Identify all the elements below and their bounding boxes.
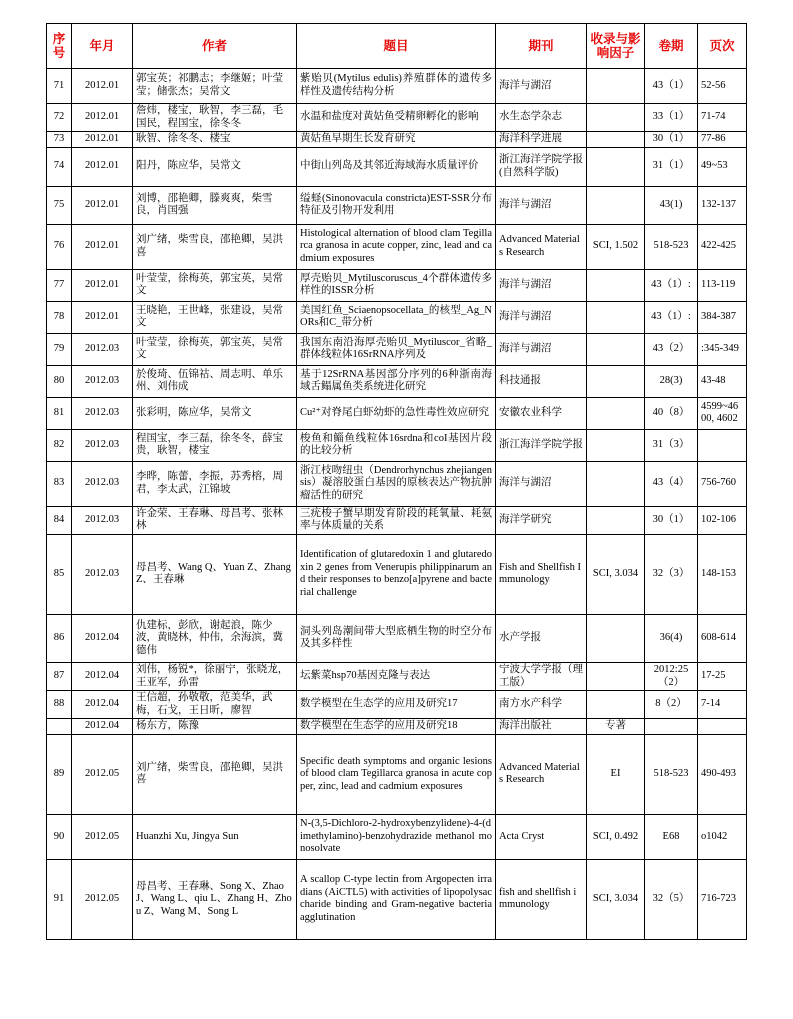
row-journal: 科技通报: [496, 365, 587, 397]
row-date: 2012.05: [72, 734, 133, 814]
row-journal: 海洋出版社: [496, 719, 587, 735]
table-row: [47, 614, 747, 662]
row-title: 水温和盐度对黄姑鱼受精卵孵化的影响: [297, 104, 496, 132]
row-index: SCI, 1.502: [587, 224, 645, 269]
table-row: [47, 365, 747, 397]
row-seq: 90: [47, 814, 72, 859]
row-index: [587, 662, 645, 690]
row-date: 2012.05: [72, 859, 133, 939]
row-volume: 30（1）: [645, 132, 698, 148]
row-title: N-(3,5-Dichloro-2-hydroxybenzylidene)-4-(dimethylamino)-benzohydrazide methanol monosolvate: [297, 814, 496, 859]
row-authors: 叶莹莹，徐梅英，郭宝英，吴常文: [133, 333, 297, 365]
row-pages: :345-349: [698, 333, 747, 365]
row-index: [587, 397, 645, 429]
row-authors: Huanzhi Xu, Jingya Sun: [133, 814, 297, 859]
row-index: [587, 333, 645, 365]
row-pages: 7-14: [698, 691, 747, 719]
row-index: 专著: [587, 719, 645, 735]
row-pages: 77-86: [698, 132, 747, 148]
table-row: [47, 397, 747, 429]
row-pages: 4599~4600, 4602: [698, 397, 747, 429]
row-date: 2012.04: [72, 662, 133, 690]
row-pages: 422-425: [698, 224, 747, 269]
row-volume: 8（2）: [645, 691, 698, 719]
row-seq: 88: [47, 691, 72, 719]
row-date: 2012.03: [72, 461, 133, 506]
row-title: 坛紫菜hsp70基因克隆与表达: [297, 662, 496, 690]
row-authors: 刘伟，杨锐*，徐丽宁，张晓龙，王亚军，孙雷: [133, 662, 297, 690]
row-journal: 安徽农业科学: [496, 397, 587, 429]
row-pages: 71-74: [698, 104, 747, 132]
row-volume: 518-523: [645, 734, 698, 814]
row-pages: 49~53: [698, 147, 747, 186]
row-date: 2012.01: [72, 224, 133, 269]
row-seq: 72: [47, 104, 72, 132]
row-authors: 詹炜，楼宝，耿智，李三磊，毛国民，程国宝，徐冬冬: [133, 104, 297, 132]
row-title: Cu²⁺对脊尾白虾幼虾的急性毒性效应研究: [297, 397, 496, 429]
row-date: 2012.01: [72, 269, 133, 301]
row-title: 数学模型在生态学的应用及研究18: [297, 719, 496, 735]
row-index: [587, 104, 645, 132]
row-authors: 母昌考、Wang Q、Yuan Z、Zhang Z、王春琳: [133, 534, 297, 614]
row-title: 紫贻贝(Mytilus edulis)养殖群体的遗传多样性及遗传结构分析: [297, 69, 496, 104]
header-title: 题目: [297, 24, 496, 69]
row-journal: 浙江海洋学院学报(自然科学版): [496, 147, 587, 186]
table-header: [47, 24, 747, 69]
row-authors: 李晔，陈蕾，李振，苏秀榕，周君，李太武，江锦坡: [133, 461, 297, 506]
row-authors: 仇建标，彭欣，谢起浪，陈少波，黄晓林，仲伟，余海滨，冀德伟: [133, 614, 297, 662]
row-title: Histological alternation of blood clam Tegillarca granosa in acute copper, zinc, lead and cadmium exposures: [297, 224, 496, 269]
row-index: [587, 301, 645, 333]
row-volume: 43（1）:: [645, 269, 698, 301]
row-volume: 33（1）: [645, 104, 698, 132]
row-journal: 水生态学杂志: [496, 104, 587, 132]
row-volume: 31（3）: [645, 429, 698, 461]
row-volume: 43（4）: [645, 461, 698, 506]
row-authors: 刘广绪，柴雪良，邵艳卿，吴洪喜: [133, 224, 297, 269]
row-journal: 南方水产科学: [496, 691, 587, 719]
row-index: [587, 614, 645, 662]
row-volume: 30（1）: [645, 506, 698, 534]
row-pages: 490-493: [698, 734, 747, 814]
row-pages: 132-137: [698, 186, 747, 224]
row-authors: 程国宝，李三磊，徐冬冬，薛宝贵，耿智，楼宝: [133, 429, 297, 461]
row-seq: 74: [47, 147, 72, 186]
row-pages: 17-25: [698, 662, 747, 690]
row-volume: 32（5）: [645, 859, 698, 939]
row-title: 中街山列岛及其邻近海域海水质量评价: [297, 147, 496, 186]
row-index: [587, 132, 645, 148]
row-authors: 王信超，孙敬敬，范美华，武梅，石戈，王日昕，廖智: [133, 691, 297, 719]
row-seq: 78: [47, 301, 72, 333]
row-date: 2012.03: [72, 333, 133, 365]
row-authors: 母昌考、王春琳、Song X、Zhao J、Wang L、qiu L、Zhang H、Zhou Z、Wang M、Song L: [133, 859, 297, 939]
row-index: [587, 429, 645, 461]
row-journal: Fish and Shellfish Immunology: [496, 534, 587, 614]
row-volume: 518-523: [645, 224, 698, 269]
row-date: 2012.01: [72, 69, 133, 104]
row-date: 2012.01: [72, 301, 133, 333]
row-volume: 43（1）:: [645, 301, 698, 333]
row-seq: 80: [47, 365, 72, 397]
table-row: [47, 506, 747, 534]
table-row: [47, 224, 747, 269]
row-title: 梭鱼和鲻鱼线粒体16srdna和coI基因片段的比较分析: [297, 429, 496, 461]
row-volume: [645, 719, 698, 735]
row-seq: 81: [47, 397, 72, 429]
row-seq: 76: [47, 224, 72, 269]
row-seq: 83: [47, 461, 72, 506]
row-authors: 於俊琦、伍锦祜、周志明、单乐州、刘伟成: [133, 365, 297, 397]
table-row: [47, 301, 747, 333]
row-volume: 28(3): [645, 365, 698, 397]
row-title: 基于12SrRNA基因部分序列的6种浙南海域舌鳎属鱼类系统进化研究: [297, 365, 496, 397]
row-title: 数学模型在生态学的应用及研究17: [297, 691, 496, 719]
row-seq: 75: [47, 186, 72, 224]
row-index: SCI, 3.034: [587, 859, 645, 939]
row-pages: 52-56: [698, 69, 747, 104]
row-authors: 许金荣、王春琳、母昌考、张林林: [133, 506, 297, 534]
table-row: [47, 147, 747, 186]
table-row: [47, 734, 747, 814]
row-seq: 71: [47, 69, 72, 104]
row-volume: 43（2）: [645, 333, 698, 365]
row-volume: 40（8）: [645, 397, 698, 429]
row-seq: 84: [47, 506, 72, 534]
row-index: [587, 147, 645, 186]
table-body: [47, 69, 747, 940]
row-authors: 杨东方，陈豫: [133, 719, 297, 735]
row-journal: Acta Cryst: [496, 814, 587, 859]
row-volume: 32（3）: [645, 534, 698, 614]
row-seq: 79: [47, 333, 72, 365]
table-row: [47, 461, 747, 506]
table-row: [47, 69, 747, 104]
row-pages: 716-723: [698, 859, 747, 939]
row-date: 2012.03: [72, 397, 133, 429]
row-index: EI: [587, 734, 645, 814]
row-authors: 叶莹莹，徐梅英，郭宝英，吴常文: [133, 269, 297, 301]
row-seq: 87: [47, 662, 72, 690]
row-title: 缢蛏(Sinonovacula constricta)EST-SSR分布特征及引物开发利用: [297, 186, 496, 224]
row-title: 黄姑鱼早期生长发育研究: [297, 132, 496, 148]
row-seq: 82: [47, 429, 72, 461]
row-authors: 王晓艳，王世峰，张建设，吴常文: [133, 301, 297, 333]
row-seq: 86: [47, 614, 72, 662]
table-row: [47, 859, 747, 939]
table-row: [47, 333, 747, 365]
row-volume: 36(4): [645, 614, 698, 662]
row-authors: 阳丹，陈应华，吴常文: [133, 147, 297, 186]
row-volume: 43（1）: [645, 69, 698, 104]
row-index: SCI, 3.034: [587, 534, 645, 614]
row-seq: 91: [47, 859, 72, 939]
header-seq: 序号: [47, 24, 72, 69]
row-date: 2012.01: [72, 104, 133, 132]
row-pages: 113-119: [698, 269, 747, 301]
row-index: [587, 69, 645, 104]
row-date: 2012.03: [72, 365, 133, 397]
row-journal: 海洋与湖沼: [496, 69, 587, 104]
row-date: 2012.03: [72, 534, 133, 614]
table-row: [47, 534, 747, 614]
row-title: Specific death symptoms and organic lesions of blood clam Tegillarca granosa in acute copper, zinc, lead and cadmium exposures: [297, 734, 496, 814]
row-date: 2012.03: [72, 429, 133, 461]
table-row: [47, 814, 747, 859]
row-title: Identification of glutaredoxin 1 and glutaredoxin 2 genes from Venerupis philippinarum and their responses to benzo[a]pyrene and bacterial challenge: [297, 534, 496, 614]
row-journal: fish and shellfish immunology: [496, 859, 587, 939]
row-index: [587, 365, 645, 397]
row-authors: 耿智、徐冬冬、楼宝: [133, 132, 297, 148]
row-date: 2012.04: [72, 691, 133, 719]
table-row: [47, 186, 747, 224]
row-index: [587, 186, 645, 224]
row-seq: [47, 719, 72, 735]
row-seq: 73: [47, 132, 72, 148]
row-date: 2012.04: [72, 614, 133, 662]
row-seq: 89: [47, 734, 72, 814]
row-journal: 海洋与湖沼: [496, 461, 587, 506]
row-pages: [698, 719, 747, 735]
table-row: [47, 662, 747, 690]
row-pages: 43-48: [698, 365, 747, 397]
row-date: 2012.04: [72, 719, 133, 735]
row-pages: 608-614: [698, 614, 747, 662]
row-journal: Advanced Materials Research: [496, 734, 587, 814]
row-authors: 刘博，邵艳卿，滕爽爽，柴雪良，肖国强: [133, 186, 297, 224]
row-pages: 756-760: [698, 461, 747, 506]
row-date: 2012.05: [72, 814, 133, 859]
row-date: 2012.03: [72, 506, 133, 534]
row-volume: 43(1): [645, 186, 698, 224]
row-volume: E68: [645, 814, 698, 859]
row-volume: 2012:25（2）: [645, 662, 698, 690]
row-journal: 海洋学研究: [496, 506, 587, 534]
row-journal: 宁波大学学报（理工版）: [496, 662, 587, 690]
row-pages: o1042: [698, 814, 747, 859]
table-row: [47, 104, 747, 132]
table-row: [47, 691, 747, 719]
row-title: 洞头列岛潮间带大型底栖生物的时空分布及其多样性: [297, 614, 496, 662]
row-journal: 海洋科学进展: [496, 132, 587, 148]
table-row: [47, 132, 747, 148]
row-date: 2012.01: [72, 132, 133, 148]
row-title: 美国红鱼_Sciaenopsocellata_的核型_Ag_NORs和C_带分析: [297, 301, 496, 333]
row-title: A scallop C-type lectin from Argopecten irradians (AiCTL5) with activities of lipopolysaccharide binding and Gram-negative bacteria agglutination: [297, 859, 496, 939]
row-authors: 张彩明，陈应华，吴常文: [133, 397, 297, 429]
row-title: 我国东南沿海厚壳贻贝_Mytiluscor_省略_群体线粒体16SrRNA序列及: [297, 333, 496, 365]
row-index: [587, 269, 645, 301]
publication-table: [46, 23, 747, 940]
row-title: 浙江枝吻纽虫（Dendrorhynchus zhejiangensis）凝溶胶蛋白基因的原核表达产物抗肿瘤活性的研究: [297, 461, 496, 506]
row-index: [587, 691, 645, 719]
row-journal: 海洋与湖沼: [496, 301, 587, 333]
header-pages: 页次: [698, 24, 747, 69]
row-date: 2012.01: [72, 186, 133, 224]
row-pages: 102-106: [698, 506, 747, 534]
row-index: [587, 461, 645, 506]
row-title: 三疣梭子蟹早期发育阶段的耗氧量、耗氨率与体质量的关系: [297, 506, 496, 534]
row-authors: 刘广绪，柴雪良，邵艳卿，吴洪喜: [133, 734, 297, 814]
row-date: 2012.01: [72, 147, 133, 186]
row-journal: 海洋与湖沼: [496, 186, 587, 224]
row-pages: 384-387: [698, 301, 747, 333]
table-row: [47, 429, 747, 461]
row-seq: 77: [47, 269, 72, 301]
row-index: [587, 506, 645, 534]
row-journal: 浙江海洋学院学报: [496, 429, 587, 461]
row-journal: 海洋与湖沼: [496, 269, 587, 301]
header-authors: 作者: [133, 24, 297, 69]
row-journal: 海洋与湖沼: [496, 333, 587, 365]
row-seq: 85: [47, 534, 72, 614]
header-date: 年月: [72, 24, 133, 69]
row-pages: 148-153: [698, 534, 747, 614]
header-index: 收录与影响因子: [587, 24, 645, 69]
row-journal: Advanced Materials Research: [496, 224, 587, 269]
row-authors: 郭宝英；祁鹏志；李继姬；叶莹莹；储张杰；吴常文: [133, 69, 297, 104]
row-title: 厚壳贻贝_Mytiluscoruscus_4个群体遗传多样性的ISSR分析: [297, 269, 496, 301]
header-volume: 卷期: [645, 24, 698, 69]
row-pages: [698, 429, 747, 461]
table-row: [47, 269, 747, 301]
row-index: SCI, 0.492: [587, 814, 645, 859]
row-journal: 水产学报: [496, 614, 587, 662]
header-journal: 期刊: [496, 24, 587, 69]
row-volume: 31（1）: [645, 147, 698, 186]
table-row: [47, 719, 747, 735]
